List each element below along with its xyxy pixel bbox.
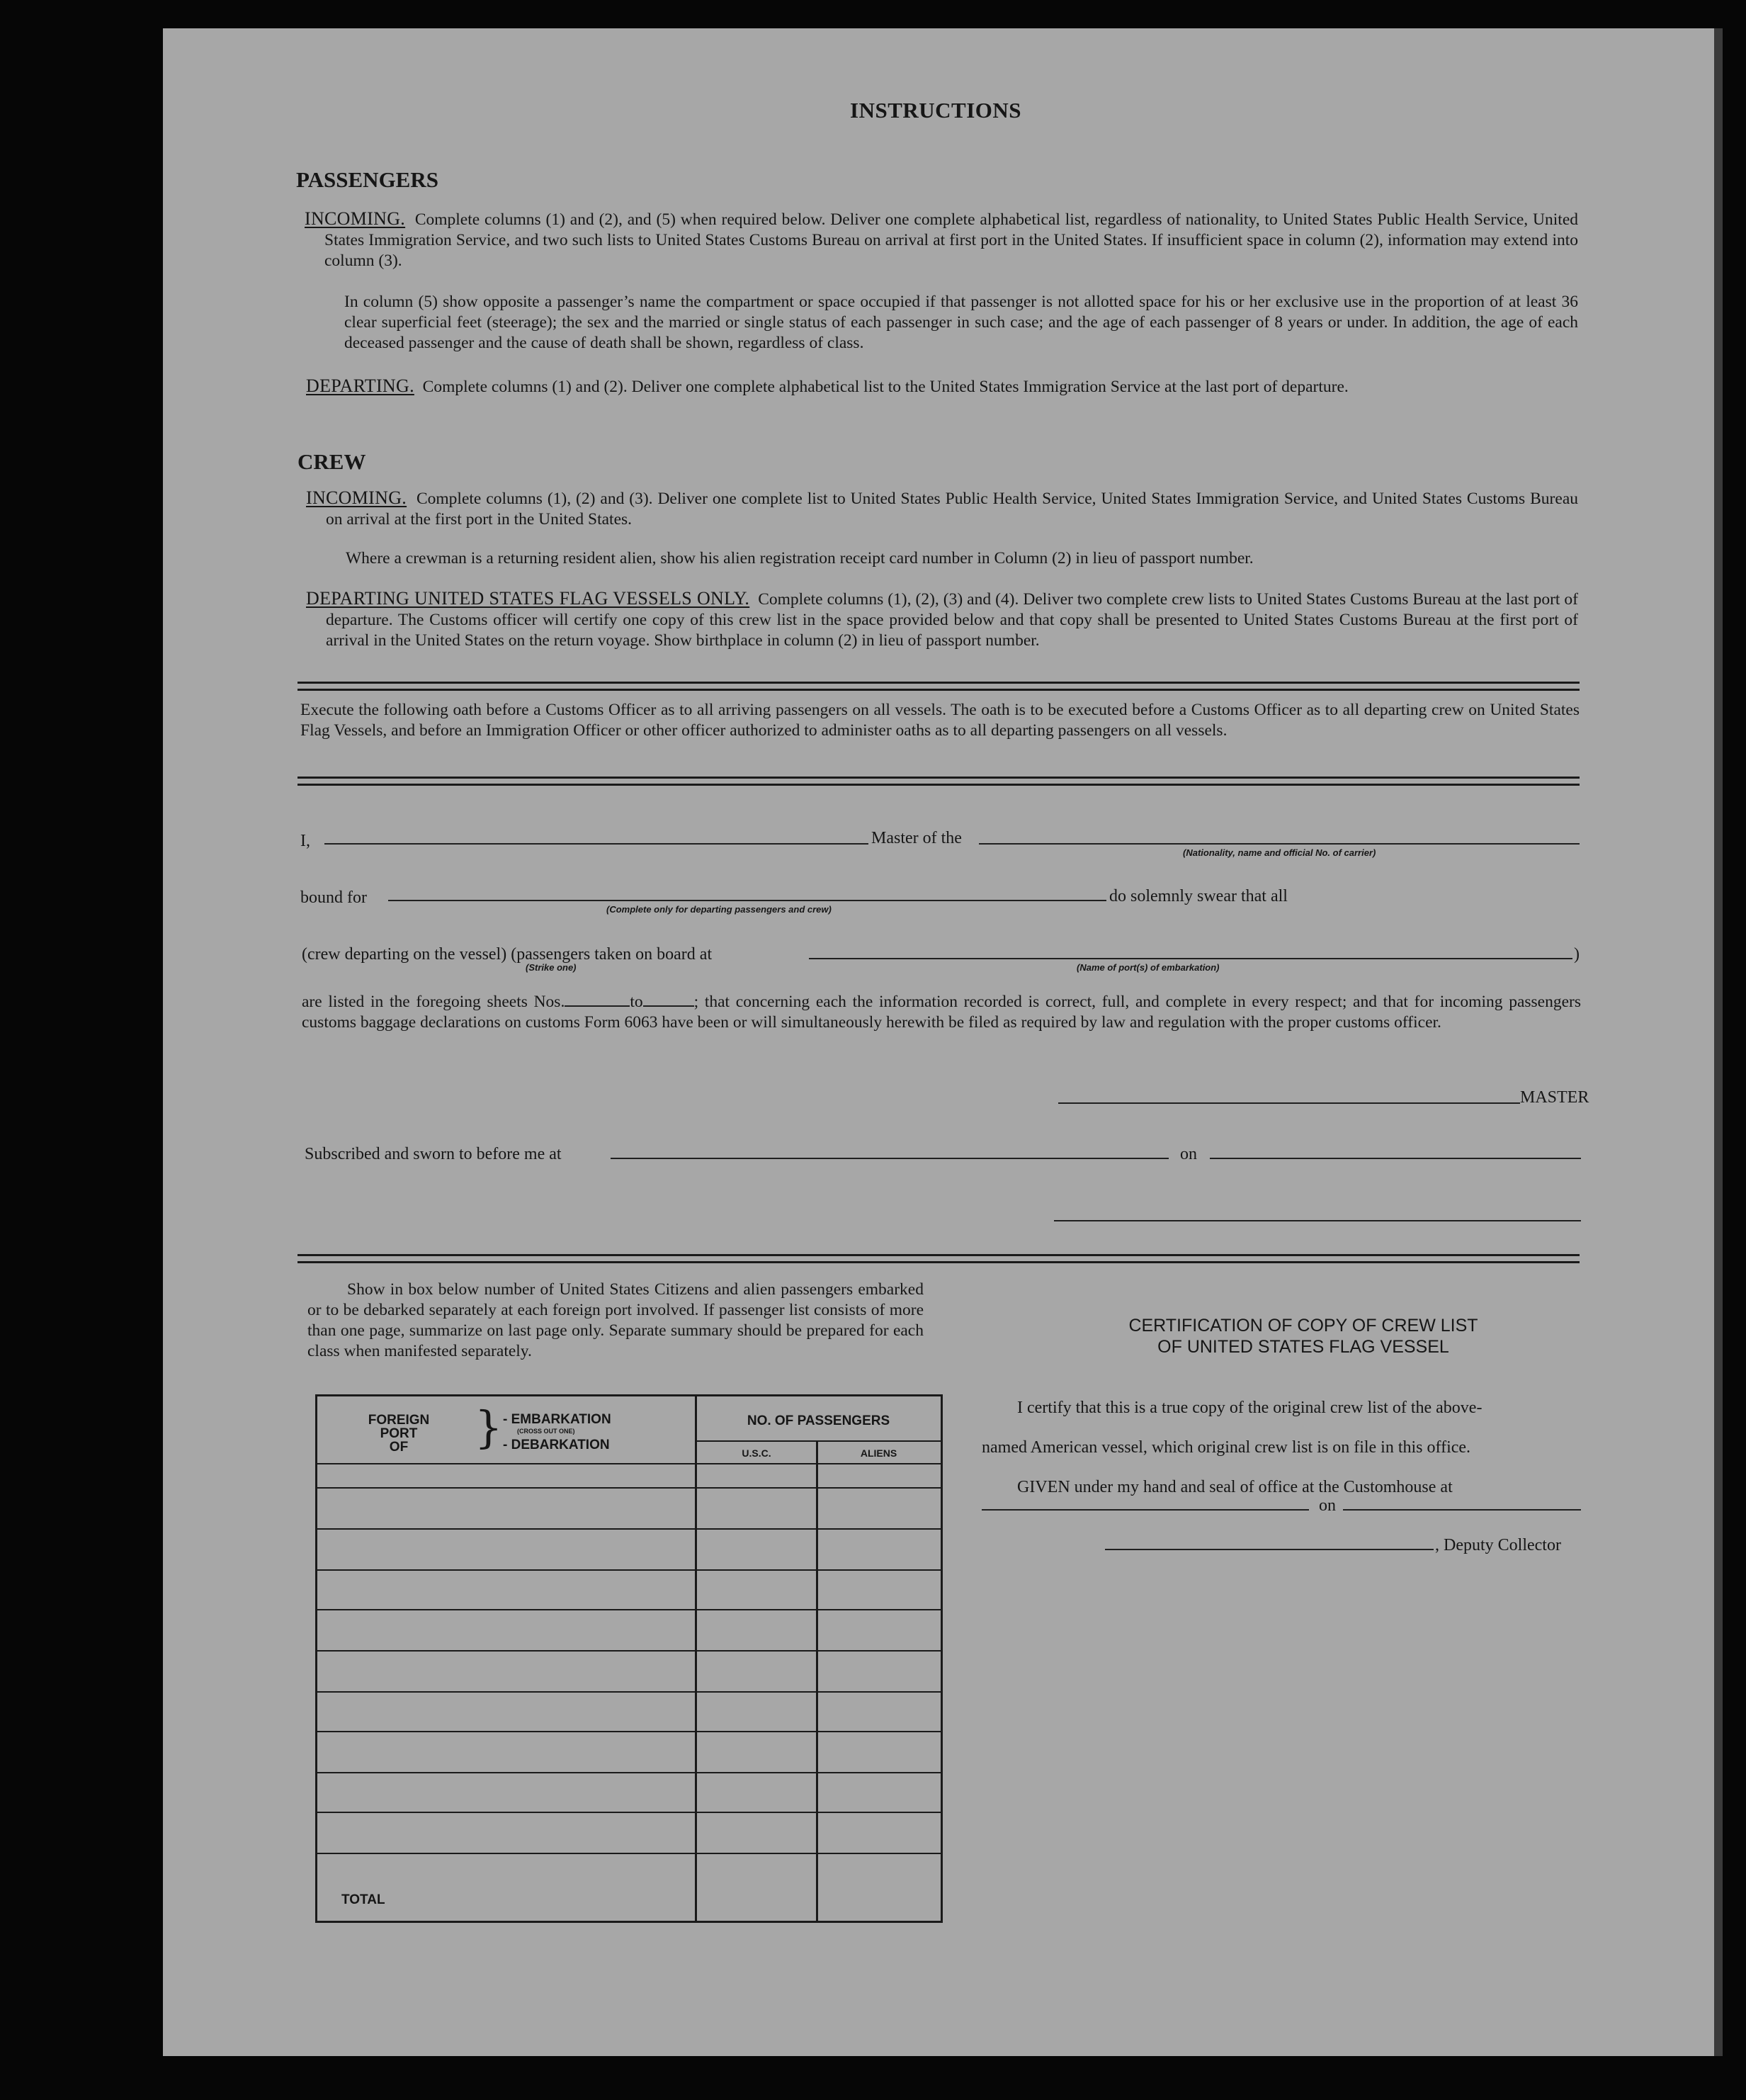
section-divider (297, 777, 1580, 786)
strike-one-caption: (Strike one) (526, 962, 577, 973)
certify-line1: I certify that this is a true copy of the original crew list of the above- (1017, 1399, 1483, 1417)
passengers-incoming-text: Complete columns (1) and (2), and (5) when required below. Deliver one complete alphabetical list, regardless of nationality, to United States Public Health Service, United States Immigration Service, and two such lists to United States Customs Bureau on arrival at first port in the United States. If insufficient space in column (2), information may extend into column (3). (324, 210, 1578, 270)
table-row-line (317, 1691, 941, 1693)
close-paren: ) (1574, 945, 1580, 964)
header-divider (696, 1440, 941, 1442)
embarkation-option[interactable]: - EMBARKATION (503, 1412, 611, 1427)
crew-departing-text: Complete columns (1), (2), (3) and (4). Deliver two complete crew lists to United States Customs Bureau at the last port of departure. The Customs officer will certify one copy of this crew list in the space provided below and that copy shall be presented to United States Customs Bureau at the first port of arrival in the United States on the return voyage. Show birthplace in column (2) in lieu of passport number. (326, 590, 1578, 650)
port-caption: (Name of port(s) of embarkation) (1077, 962, 1220, 973)
crew-departing-label-text: (crew departing on the vessel) (passengers taken on board at (302, 945, 713, 964)
crew-resident-paragraph: Where a crewman is a returning resident alien, show his alien registration receipt card number in Column (2) in lieu of passport number. (346, 549, 1254, 568)
master-name-line[interactable] (324, 843, 868, 845)
passengers-incoming-paragraph (305, 208, 1578, 271)
table-row-line (317, 1772, 941, 1773)
total-label: TOTAL (341, 1892, 385, 1907)
aliens-header: ALIENS (860, 1447, 897, 1459)
sworn-place-line[interactable] (611, 1158, 1169, 1159)
certification-title-line1: CERTIFICATION OF COPY OF CREW LIST (1128, 1316, 1478, 1336)
cert-date-line[interactable] (1343, 1509, 1581, 1511)
crew-departing-label: DEPARTING UNITED STATES FLAG VESSELS ONLY. (306, 588, 750, 609)
section-divider (297, 682, 1580, 691)
bound-for-label: bound for (300, 888, 367, 907)
form-sheet (163, 28, 1723, 2056)
foreign-port-of-header (360, 1413, 438, 1454)
deputy-signature-line[interactable] (1105, 1549, 1434, 1550)
cert-on-label: on (1319, 1496, 1336, 1515)
crew-heading: CREW (297, 449, 366, 474)
table-row-line (317, 1731, 941, 1732)
customhouse-place-line[interactable] (982, 1509, 1309, 1511)
debarkation-option[interactable]: - DEBARKATION (503, 1438, 610, 1452)
deputy-collector-label: , Deputy Collector (1435, 1536, 1561, 1554)
do-solemnly-label: do solemnly swear that all (1109, 887, 1288, 905)
cross-out-note: (CROSS OUT ONE) (517, 1428, 575, 1435)
passengers-heading: PASSENGERS (296, 167, 438, 192)
subscribed-label: Subscribed and sworn to before me at (305, 1145, 562, 1163)
listed-paragraph (302, 992, 1581, 1033)
table-row-line (317, 1812, 941, 1813)
certification-title-line2: OF UNITED STATES FLAG VESSEL (1157, 1337, 1449, 1357)
header-of: OF (389, 1440, 409, 1455)
officer-signature-line[interactable] (1054, 1220, 1581, 1221)
crew-incoming-label: INCOMING. (306, 487, 407, 508)
header-port: PORT (380, 1426, 418, 1441)
crew-incoming-text: Complete columns (1), (2) and (3). Deliver one complete list to United States Public Health Service, United States Immigration Service, and United States Customs Bureau on arrival at the first port in the United States. (326, 490, 1578, 529)
table-row-line (317, 1487, 941, 1489)
sheet-from-line[interactable] (565, 1005, 630, 1007)
oath-i-label: I, (300, 832, 310, 850)
table-row-line (317, 1569, 941, 1571)
complete-only-caption: (Complete only for departing passengers and crew) (606, 904, 832, 915)
brace-icon: } (475, 1401, 503, 1453)
master-of-the-label: Master of the (871, 829, 962, 847)
certify-line2: named American vessel, which original crew list is on file in this office. (982, 1438, 1471, 1457)
passengers-departing-text: Complete columns (1) and (2). Deliver one complete alphabetical list to the United States Immigration Service at the last port of departure. (422, 378, 1349, 396)
passengers-departing-paragraph (306, 376, 1578, 397)
sheet-to-line[interactable] (643, 1005, 694, 1007)
table-row-line (317, 1463, 941, 1464)
master-label: MASTER (1520, 1088, 1589, 1107)
destination-line[interactable] (388, 900, 1106, 901)
header-foreign: FOREIGN (368, 1413, 430, 1428)
oath-instruction: Execute the following oath before a Customs Officer as to all arriving passengers on all vessels. The oath is to be executed before a Customs Officer as to all departing crew on United States Flag Vessels, and before an Immigration Officer or other officer authorized to administer oaths as to all departing passengers on all vessels. (300, 701, 1580, 740)
carrier-line[interactable] (979, 843, 1580, 845)
summary-note: Show in box below number of United States Citizens and alien passengers embarked or to be debarked separately at each foreign port involved. If passenger list consists of more than one page, summarize on last page only. Separate summary should be prepared for each class when manifested separately. (307, 1280, 924, 1360)
table-row-line (317, 1853, 941, 1854)
embarkation-port-line[interactable] (809, 958, 1572, 959)
crew-incoming-paragraph (306, 487, 1578, 530)
master-signature-line[interactable] (1058, 1102, 1520, 1104)
listed-to: to (630, 993, 643, 1011)
table-row-line (317, 1650, 941, 1652)
usc-header: U.S.C. (742, 1447, 771, 1459)
table-row-line (317, 1528, 941, 1530)
passengers-incoming-label: INCOMING. (305, 208, 406, 229)
sworn-on-label: on (1180, 1145, 1197, 1163)
section-divider (297, 1254, 1580, 1263)
col-divider-port (695, 1396, 697, 1921)
nationality-caption: (Nationality, name and official No. of carrier) (1183, 847, 1376, 858)
passenger-summary-table (315, 1394, 943, 1923)
passengers-departing-label: DEPARTING. (306, 376, 414, 396)
certification-title (985, 1315, 1622, 1357)
crew-departing-paragraph (306, 588, 1578, 651)
listed-text-b: ; that concerning each the information recorded is correct, full, and complete in every respect; and that for incoming passengers customs baggage declarations on customs Form 6063 have been or will simultaneously herewith be filed as required by law and regulation with the proper customs officer. (302, 993, 1581, 1032)
listed-text-a: are listed in the foregoing sheets Nos. (302, 993, 565, 1011)
table-row-line (317, 1609, 941, 1610)
col-divider-usc (816, 1440, 818, 1921)
page-title: INSTRUCTIONS (850, 98, 1022, 123)
sworn-date-line[interactable] (1210, 1158, 1581, 1159)
no-passengers-header: NO. OF PASSENGERS (747, 1413, 890, 1428)
passengers-column5-paragraph: In column (5) show opposite a passenger’s name the compartment or space occupied if that passenger is not allotted space for his or her exclusive use in the proportion of at least 36 clear superficial feet (steerage); the sex and the married or single status of each passenger in such case; and the age of each passenger of 8 years or under. In addition, the age of each deceased passenger and the cause of death shall be shown, regardless of class. (344, 293, 1578, 352)
given-line: GIVEN under my hand and seal of office at the Customhouse at (1017, 1478, 1453, 1496)
